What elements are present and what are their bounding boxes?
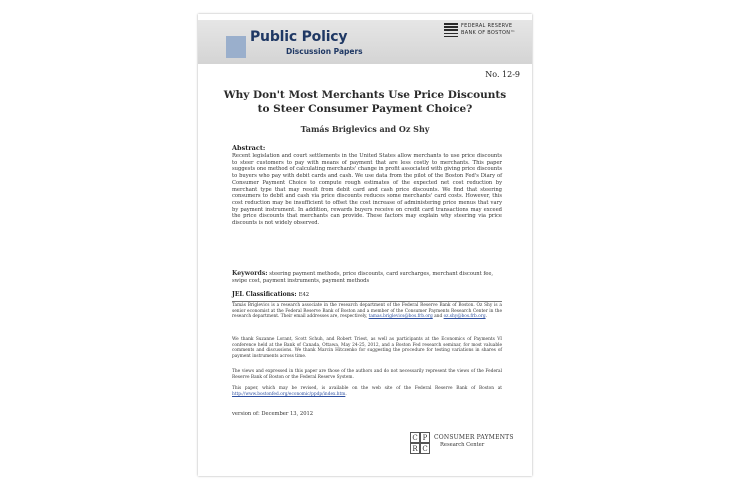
authors: Tamás Briglevics and Oz Shy (300, 124, 430, 134)
frb-stripes-icon (444, 23, 458, 39)
cprc-logo (410, 432, 522, 456)
footnote-divider (232, 301, 502, 302)
series-subtitle: Discussion Papers (286, 47, 363, 56)
header-logo-square (226, 36, 246, 58)
author-note: Tamás Briglevics is a research associate in the research department of the Federal Reserve Bank of Boston. Oz Shy is a senior economist at the Federal Reserve Bank of Boston and a member of the Consumer Payments Research Center in the research department. Their email addresses are, respectively, tamas.briglevics@bos.frb.org and oz.shy@bos.frb.org. (232, 303, 502, 320)
disclaimer-note: The views and expressed in this paper are those of the authors and do not necessarily represent the views of the Federal Reserve Bank of Boston or the Federal Reserve System. (232, 369, 502, 380)
document-page (198, 14, 532, 476)
keywords-text: steering payment methods, price discounts, card surcharges, merchant discount fee, swipe cost, payment instruments, payment methods (232, 271, 494, 284)
acknowledgements-note: We thank Suzanne Lorant, Scott Schuh, and Robert Triest, as well as participants at the Economics of Payments VI conference held at the Bank of Canada, Ottawa, May 24-25, 2012, and a Boston Fed research seminar, for most valuable comments and discussions. We thank Marcin Hitczenko for suggesting the procedure for testing variations in shares of payment instruments across time. (232, 337, 502, 360)
abstract-body: Recent legislation and court settlements in the United States allow merchants to use price discounts to steer customers to pay with means of payment that are less costly to merchants. This paper suggests one method of calculating merchants' change in profit associated with giving price discounts to buyers who pay with debit cards and cash. We use data from the pilot of the Boston Fed's Diary of Consumer Payment Choice to compute rough estimates of the expected net cost reduction by merchant type that may result from debit card and cash price discounts. We find that steering consumers to debit and cash via price discounts reduces some merchants' card costs. However, this cost reduction may be insufficient to offset the cost increase of administering price menus that vary by payment instrument. In addition, rewards buyers receive on credit card transactions may exceed the price discounts that merchants can provide. These factors may explain why steering via price discounts is not widely observed. (232, 153, 502, 227)
cprc-name: CONSUMER PAYMENTS (434, 434, 514, 441)
institution-line1: FEDERAL RESERVE (461, 23, 513, 29)
availability-note: This paper, which may be revised, is available on the web site of the Federal Reserve Bank of Boston at http://www.bostonfed.org/economic/ppdp/index.htm. (232, 386, 502, 397)
website-link[interactable]: http://www.bostonfed.org/economic/ppdp/index.htm (232, 391, 346, 397)
jel-classifications (232, 291, 309, 298)
cprc-grid-icon: C P R C (410, 432, 430, 454)
paper-title: Why Don't Most Merchants Use Price Discounts to Steer Consumer Payment Choice? (223, 89, 507, 115)
jel-value: E42 (298, 292, 310, 298)
keywords-label: Keywords: (232, 270, 268, 277)
abstract-heading: Abstract: (232, 144, 266, 152)
email-link-2[interactable]: oz.shy@bos.frb.org (443, 314, 486, 320)
frb-logo (444, 22, 528, 42)
version-date: version of: December 13, 2012 (232, 411, 314, 417)
jel-label: JEL Classifications: (232, 291, 297, 298)
keywords (232, 271, 502, 284)
email-link-1[interactable]: tamas.briglevics@bos.frb.org (368, 314, 433, 320)
document-number: No. 12-9 (485, 70, 520, 79)
institution-line2: BANK OF BOSTON™ (461, 30, 516, 36)
cprc-subtitle: Research Center (440, 442, 485, 448)
series-title: Public Policy (250, 29, 348, 45)
